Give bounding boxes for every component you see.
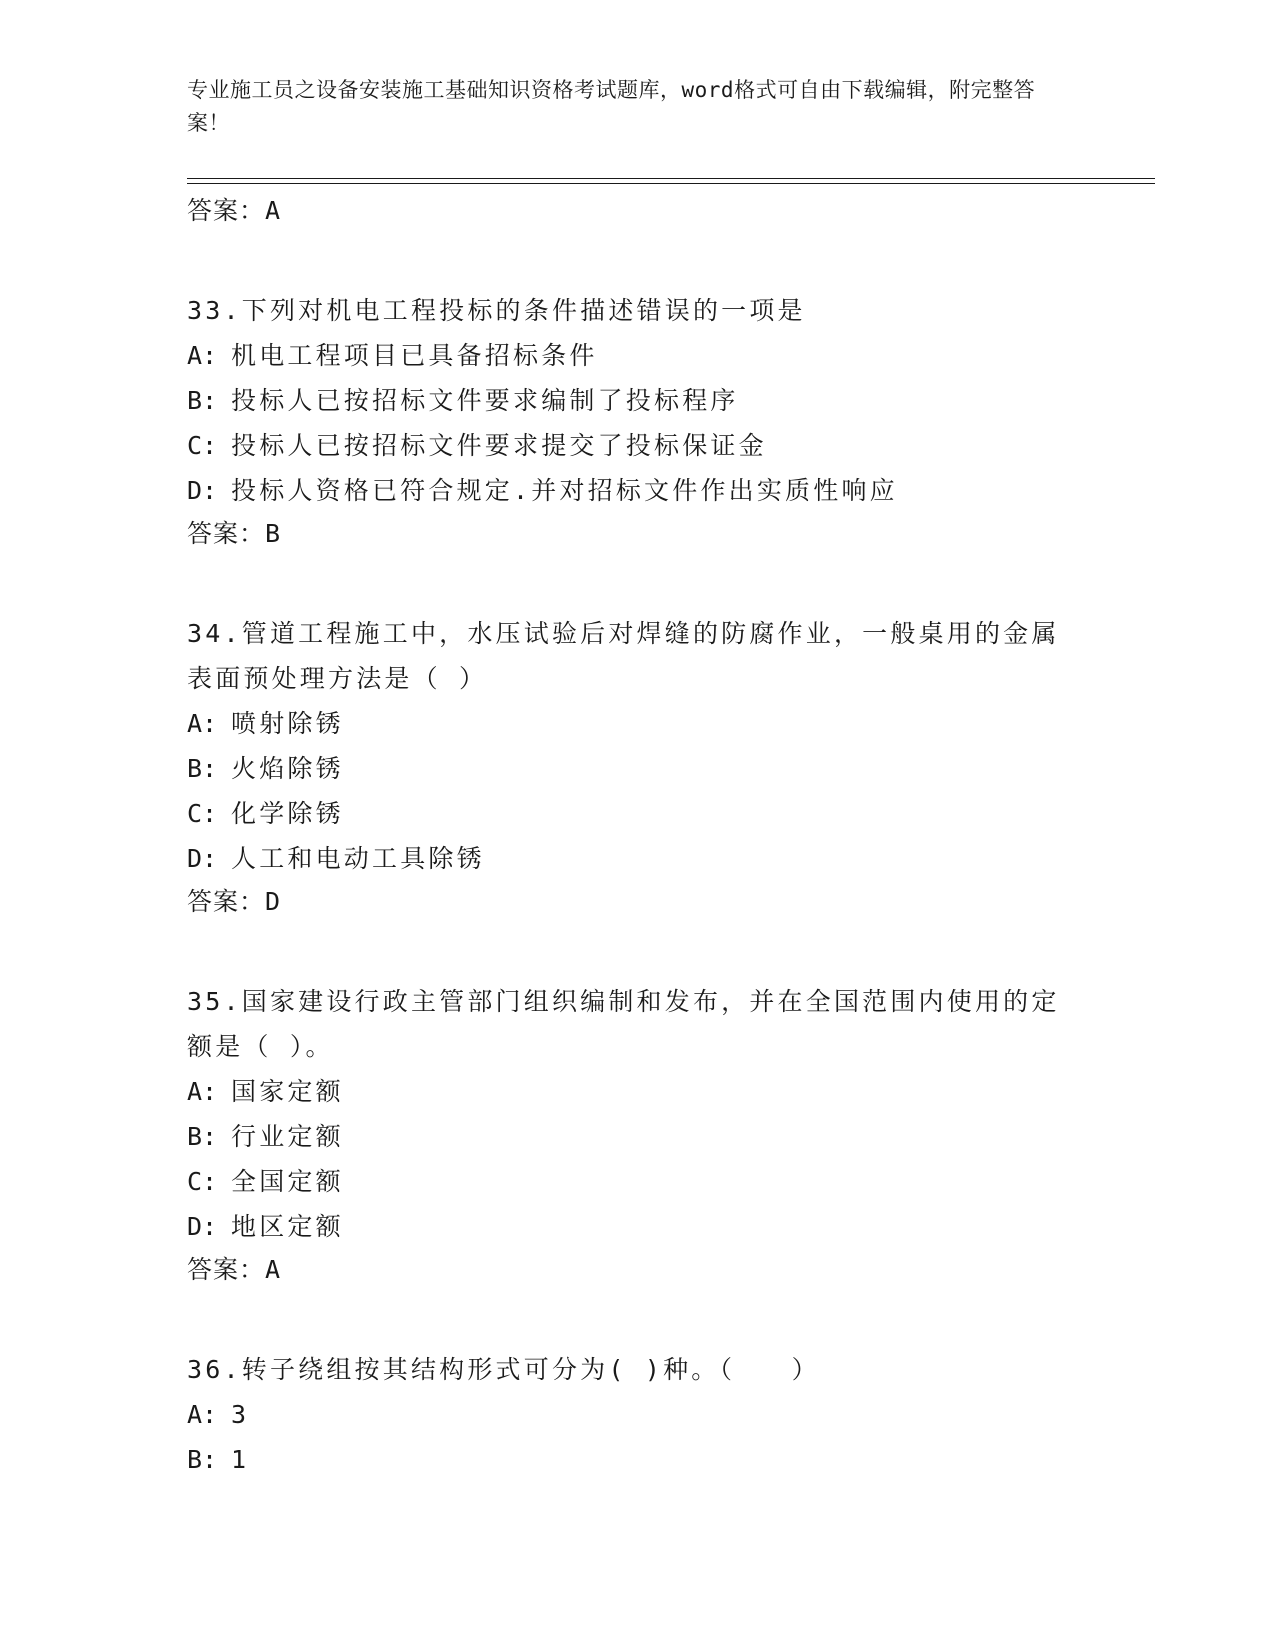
answer-label: 答案： — [187, 887, 266, 916]
option-key: B: — [187, 386, 218, 415]
answer-value: B — [265, 519, 282, 548]
option-d — [187, 468, 1087, 513]
document-header: 专业施工员之设备安装施工基础知识资格考试题库，word格式可自由下载编辑，附完整答案！ — [187, 78, 1036, 135]
question-list — [187, 192, 1087, 1482]
option-d — [187, 1204, 1087, 1249]
option-b — [187, 1437, 1087, 1482]
option-key: A: — [187, 1077, 218, 1106]
option-text: 国家定额 — [231, 1077, 344, 1106]
answer-value: A — [265, 196, 282, 225]
option-key: B: — [187, 754, 218, 783]
question-stem: 34.管道工程施工中，水压试验后对焊缝的防腐作业，一般桌用的金属表面预处理方法是（ ） — [187, 619, 1060, 693]
option-text: 行业定额 — [231, 1122, 344, 1151]
option-key: C: — [187, 1167, 218, 1196]
answer-line — [187, 1251, 1087, 1289]
option-b — [187, 1114, 1087, 1159]
question-34 — [187, 611, 1087, 921]
option-c — [187, 791, 1087, 836]
answer-label: 答案： — [187, 1255, 266, 1284]
option-b — [187, 746, 1087, 791]
question-stem: 33.下列对机电工程投标的条件描述错误的一项是 — [187, 296, 806, 325]
option-text: 1 — [231, 1445, 250, 1474]
option-c — [187, 1159, 1087, 1204]
header-divider-top — [187, 178, 1155, 179]
option-text: 投标人已按招标文件要求提交了投标保证金 — [231, 431, 767, 460]
option-text: 火焰除锈 — [231, 754, 344, 783]
option-text: 人工和电动工具除锈 — [231, 844, 485, 873]
option-a — [187, 333, 1087, 378]
option-b — [187, 378, 1087, 423]
question-36 — [187, 1347, 1087, 1482]
option-key: B: — [187, 1122, 218, 1151]
option-text: 地区定额 — [231, 1212, 344, 1241]
option-key: D: — [187, 1212, 218, 1241]
option-key: A: — [187, 341, 218, 370]
answer-label: 答案： — [187, 519, 266, 548]
question-35 — [187, 979, 1087, 1289]
option-a — [187, 1392, 1087, 1437]
question-stem: 36.转子绕组按其结构形式可分为( )种。（ ） — [187, 1355, 820, 1384]
option-text: 全国定额 — [231, 1167, 344, 1196]
question-stem: 35.国家建设行政主管部门组织编制和发布，并在全国范围内使用的定额是（ ）。 — [187, 987, 1060, 1061]
option-key: D: — [187, 476, 218, 505]
answer-line — [187, 883, 1087, 921]
header-divider-bottom — [187, 183, 1155, 184]
option-text: 化学除锈 — [231, 799, 344, 828]
question-33 — [187, 288, 1087, 553]
option-key: C: — [187, 799, 218, 828]
option-key: A: — [187, 1400, 218, 1429]
option-d — [187, 836, 1087, 881]
answer-value: A — [265, 1255, 282, 1284]
option-a — [187, 1069, 1087, 1114]
option-a — [187, 701, 1087, 746]
answer-label: 答案： — [187, 196, 266, 225]
option-key: B: — [187, 1445, 218, 1474]
option-text: 投标人资格已符合规定.并对招标文件作出实质性响应 — [231, 476, 898, 505]
option-text: 3 — [231, 1400, 250, 1429]
option-text: 机电工程项目已具备招标条件 — [231, 341, 598, 370]
option-key: A: — [187, 709, 218, 738]
option-c — [187, 423, 1087, 468]
option-text: 喷射除锈 — [231, 709, 344, 738]
option-key: C: — [187, 431, 218, 460]
answer-line — [187, 515, 1087, 553]
answer-value: D — [265, 887, 282, 916]
option-text: 投标人已按招标文件要求编制了投标程序 — [231, 386, 739, 415]
answer-line — [187, 192, 1087, 230]
option-key: D: — [187, 844, 218, 873]
